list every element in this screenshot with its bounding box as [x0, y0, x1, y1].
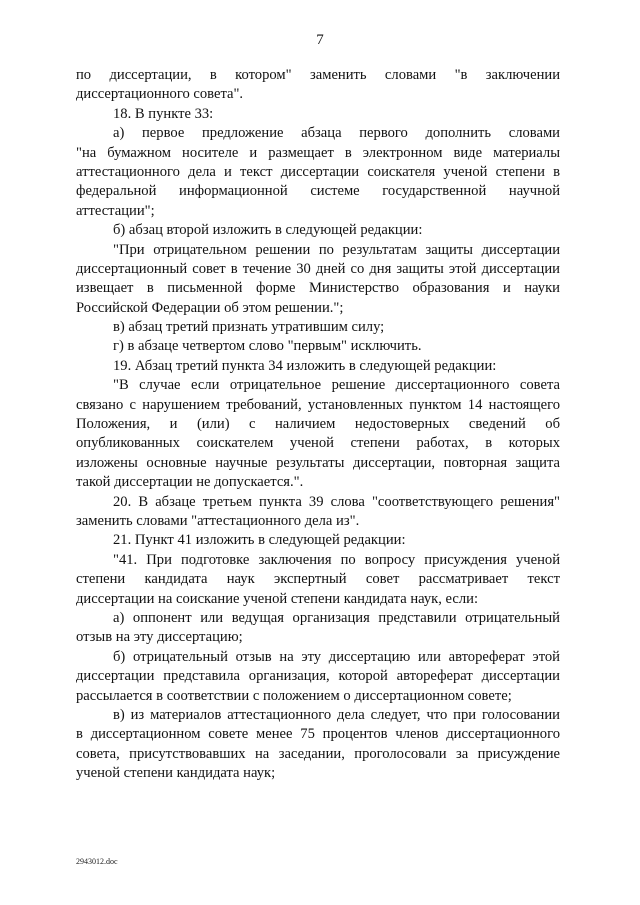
- text-line: степени кандидата наук экспертный совет рассматривает текст: [76, 571, 560, 588]
- text-line: г) в абзаце четвертом слово "первым" исключить.: [113, 338, 422, 355]
- text-line: а) первое предложение абзаца первого дополнить словами: [113, 125, 560, 142]
- text-line: 18. В пункте 33:: [113, 105, 214, 122]
- page-number: 7: [316, 32, 324, 48]
- text-line: 19. Абзац третий пункта 34 изложить в следующей редакции:: [113, 357, 497, 374]
- text-line: совета, присутствовавших на заседании, проголосовали за присуждение: [76, 745, 560, 762]
- text-line: федеральной информационной системе государственной научной: [76, 183, 560, 200]
- text-line: в) из материалов аттестационного дела следует, что при голосовании: [113, 706, 560, 723]
- text-line: аттестации";: [76, 202, 155, 219]
- document-body: [76, 66, 560, 783]
- text-line: а) оппонент или ведущая организация представили отрицательный: [113, 609, 560, 626]
- text-line: рассылается в соответствии с положением о диссертационном совете;: [76, 687, 512, 704]
- text-line: связано с нарушением требований, установленных пунктом 14 настоящего: [76, 396, 560, 413]
- text-line: в) абзац третий признать утратившим силу;: [113, 319, 385, 336]
- text-line: "В случае если отрицательное решение диссертационного совета: [113, 377, 560, 394]
- text-line: ученой степени кандидата наук;: [76, 765, 276, 782]
- text-line: аттестационного дела и текст диссертации соискателя ученой степени в: [76, 163, 560, 180]
- text-line: 21. Пункт 41 изложить в следующей редакции:: [113, 532, 406, 549]
- text-line: "на бумажном носителе и размещает в электронном виде материалы: [76, 144, 560, 161]
- text-line: диссертации на соискание ученой степени кандидата наук, если:: [76, 590, 479, 607]
- text-line: в диссертационном совете менее 75 процентов членов диссертационного: [76, 726, 560, 743]
- text-line: диссертационный совет в течение 30 дней со дня защиты этой диссертации: [76, 260, 560, 277]
- text-line: по диссертации, в котором" заменить словами "в заключении: [76, 67, 560, 83]
- text-line: заменить словами "аттестационного дела из".: [76, 512, 360, 529]
- text-line: б) отрицательный отзыв на эту диссертацию или автореферат этой: [113, 648, 560, 665]
- text-line: изложены основные научные результаты диссертации, повторная защита: [76, 454, 560, 471]
- text-line: опубликованных соискателем ученой степени работах, в которых: [76, 435, 560, 452]
- text-line: "При отрицательном решении по результатам защиты диссертации: [113, 241, 560, 258]
- text-line: 20. В абзаце третьем пункта 39 слова "соответствующего решения": [113, 493, 560, 510]
- text-line: такой диссертации не допускается.".: [76, 474, 304, 491]
- text-line: "41. При подготовке заключения по вопросу присуждения ученой: [113, 551, 560, 568]
- text-line: диссертационного совета".: [76, 86, 244, 103]
- text-line: диссертации представила организация, которой автореферат диссертации: [76, 668, 560, 685]
- text-line: б) абзац второй изложить в следующей редакции:: [113, 222, 423, 239]
- text-line: извещает в письменной форме Министерство образования и науки: [76, 280, 560, 297]
- text-line: Российской Федерации об этом решении.";: [76, 299, 344, 316]
- file-name-footer: 2943012.doc: [76, 857, 118, 866]
- text-line: Положения, и (или) с наличием недостоверных сведений об: [76, 416, 560, 433]
- text-line: отзыв на эту диссертацию;: [76, 629, 243, 646]
